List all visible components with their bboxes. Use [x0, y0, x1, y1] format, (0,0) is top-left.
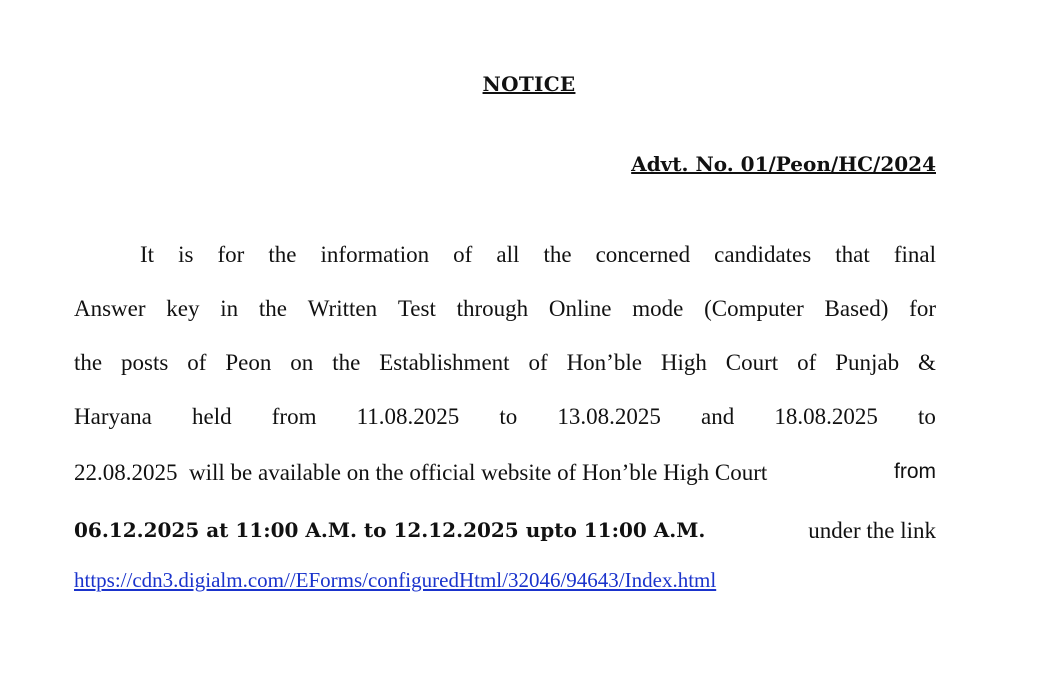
word: Peon: [225, 350, 272, 375]
word: all: [496, 242, 520, 267]
word: is: [178, 242, 194, 267]
word: that: [835, 242, 870, 267]
word: to: [499, 404, 518, 429]
notice-title: NOTICE: [482, 72, 576, 96]
word: Test: [397, 296, 436, 321]
word: the: [332, 350, 361, 375]
paragraph-line-5: [74, 460, 936, 486]
word: Online: [548, 296, 612, 321]
word: the: [268, 242, 297, 267]
word: Written: [307, 296, 378, 321]
word: of: [453, 242, 473, 267]
word: the: [74, 350, 103, 375]
word: the: [543, 242, 572, 267]
line6-tail: under the link: [808, 518, 936, 543]
availability-dates: 06.12.2025 at 11:00 A.M. to 12.12.2025 upto 11:00 A.M.: [74, 518, 706, 542]
word: Haryana: [74, 404, 152, 429]
word: High: [660, 350, 707, 375]
word: through: [456, 296, 529, 321]
word: information: [320, 242, 430, 267]
word: Answer: [74, 296, 146, 321]
word: on: [290, 350, 314, 375]
word: in: [220, 296, 239, 321]
paragraph-line-6: [74, 518, 936, 544]
line5-text: 22.08.2025 will be available on the official website of Hon’ble High Court: [74, 460, 768, 485]
word: posts: [121, 350, 169, 375]
line5-from: from: [894, 460, 936, 483]
word: Based): [824, 296, 889, 321]
word: of: [797, 350, 817, 375]
answer-key-link[interactable]: https://cdn3.digialm.com//EForms/configuredHtml/32046/94643/Index.html: [74, 568, 717, 592]
word: of: [528, 350, 548, 375]
word: the: [258, 296, 288, 321]
paragraph-line-2: [74, 296, 936, 322]
word: (Computer: [704, 296, 804, 321]
word: mode: [632, 296, 684, 321]
word: of: [187, 350, 207, 375]
word: key: [166, 296, 200, 321]
word: for: [217, 242, 245, 267]
word: held: [192, 404, 232, 429]
word: for: [909, 296, 936, 321]
paragraph-line-1: [140, 242, 936, 268]
word: Court: [725, 350, 779, 375]
paragraph-line-4: [74, 404, 936, 430]
word: 18.08.2025: [774, 404, 878, 429]
advertisement-number: Advt. No. 01/Peon/HC/2024: [631, 152, 936, 176]
word: 11.08.2025: [356, 404, 460, 429]
word: 13.08.2025: [557, 404, 661, 429]
word: Hon’ble: [566, 350, 642, 375]
word: &: [918, 350, 936, 375]
word: to: [918, 404, 936, 429]
word: It: [140, 242, 155, 267]
word: concerned: [595, 242, 691, 267]
word: Punjab: [835, 350, 900, 375]
word: and: [701, 404, 735, 429]
word: Establishment: [379, 350, 510, 375]
word: final: [893, 242, 936, 267]
paragraph-line-3: [74, 350, 936, 376]
word: from: [271, 404, 317, 429]
word: candidates: [714, 242, 812, 267]
